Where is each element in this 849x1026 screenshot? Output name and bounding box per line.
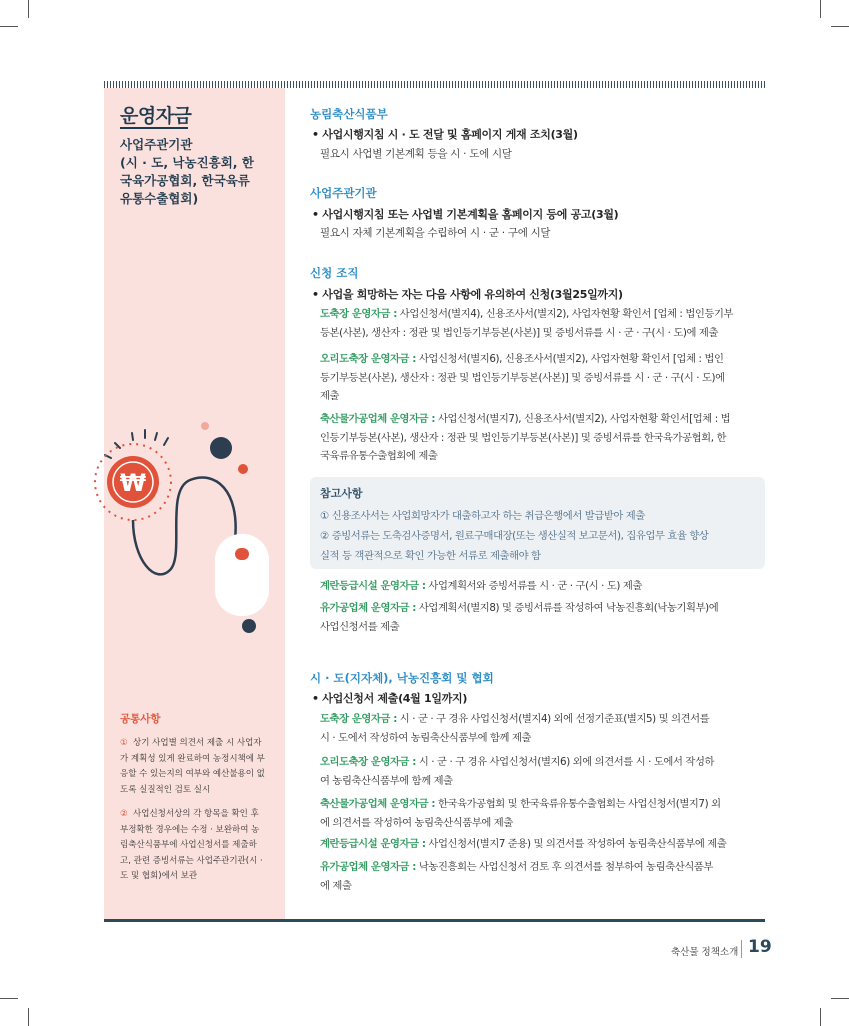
para-line: 사업신청서(별지7 준용) 및 의견서를 작성하여 농림축산식품부에 제출 <box>425 838 727 850</box>
reference-note-line: 실적 등 객관적으로 확인 가능한 서류로 제출해야 함 <box>320 550 541 562</box>
para-line: 여 농림축산식품부에 함께 제출 <box>320 774 453 787</box>
para-line: 인등기부등본(사본), 생산자 : 정관 및 법인등기부등본(사본)] 및 증빙서류를 한국육가공협회, 한 <box>320 431 726 444</box>
para-line: 사업신청서(별지6), 신용조사서(별지2), 사업자현황 확인서 [업체 : 법인 <box>416 353 724 365</box>
bullet-item: • 사업을 희망하는 자는 다음 사항에 유의하여 신청(3월25일까지) <box>312 288 623 301</box>
bottom-rule <box>104 919 765 922</box>
section-heading-application: 신청 조직 <box>310 266 359 280</box>
item-label: 축산물가공업체 운영자금 : <box>320 798 436 810</box>
top-dotted-rule <box>104 81 765 88</box>
para-line: 사업계획서(별지8) 및 증빙서류를 작성하여 낙농진흥회(낙농기획부)에 <box>416 602 719 614</box>
note-line: 가 계획성 있게 완료하여 농정시책에 부 <box>120 753 265 764</box>
note-line: 도 및 협회)에서 보관 <box>120 871 198 881</box>
note-line: 응할 수 있는지의 여부와 예산불용이 없 <box>120 769 265 779</box>
note-line: 부정확한 경우에는 수정 · 보완하여 농 <box>120 824 260 835</box>
common-note-2 <box>120 807 270 885</box>
body-text: 필요시 사업별 기본계획 등을 시 · 도에 시달 <box>320 148 512 160</box>
section-heading-ministry: 농림축산식품부 <box>310 107 388 121</box>
para-line: 등본(사본), 생산자 : 정관 및 법인등기부등본(사본)] 및 증빙서류를 시 · 군 · 구(시 · 도)에 제출 <box>320 326 719 339</box>
crop-mark <box>28 1008 29 1026</box>
sidebar-subtitle <box>120 136 280 208</box>
para-line: 시 · 도에서 작성하여 농림축산식품부에 함께 제출 <box>320 731 532 744</box>
section-heading-province: 시 · 도(지자체), 낙농진흥회 및 협회 <box>310 671 494 685</box>
small-pink-dot <box>201 422 209 430</box>
crop-mark <box>820 0 821 18</box>
note-line: 고, 관련 증빙서류는 사업주관기관(시 · <box>120 855 263 866</box>
paragraph-slaughterhouse <box>320 305 766 342</box>
page-number: 19 <box>748 937 772 957</box>
para-line: 시 · 군 · 구 경유 사업신청서(별지6) 외에 의견서를 시 · 도에서 작성하 <box>416 756 715 768</box>
note-number: ① <box>120 738 128 748</box>
common-note-1 <box>120 736 270 798</box>
para-line: 에 의견서를 작성하여 농림축산식품부에 제출 <box>320 816 513 829</box>
money-cable-illustration <box>75 420 275 640</box>
crop-mark <box>820 1008 821 1026</box>
para-line: 한국육가공협회 및 한국육류유통수출협회는 사업신청서(별지7) 외 <box>435 798 721 810</box>
para-line: 시 · 군 · 구 경유 사업신청서(별지4) 외에 선정기준표(별지5) 및 의견서를 <box>396 713 710 725</box>
sidebar-subtitle-line: (시 · 도, 낙농진흥회, 한 <box>120 155 254 170</box>
sidebar-title: 운영자금 <box>120 105 192 127</box>
small-orange-dot <box>238 464 248 474</box>
footer-separator <box>741 940 742 958</box>
paragraph-egg-grading <box>320 577 766 596</box>
won-symbol-icon: ₩ <box>119 469 147 497</box>
para-line: 낙농진흥회는 사업신청서 검토 후 의견서를 첨부하여 농림축산식품부 <box>416 861 713 873</box>
bullet-item: • 사업신청서 제출(4월 1일까지) <box>312 692 468 705</box>
para-line: 사업신청서(별지7), 신용조사서(별지2), 사업자현황 확인서[업체 : 법 <box>435 413 731 425</box>
sidebar-subtitle-line: 사업주관기관 <box>120 137 193 152</box>
crop-mark <box>0 998 18 999</box>
sidebar-subtitle-line: 유통수출협회) <box>120 191 199 206</box>
paragraph-duck-slaughterhouse <box>320 350 766 406</box>
sidebar-title-underline <box>120 127 188 129</box>
bullet-item: • 사업시행지침 시 · 도 전달 및 홈페이지 게재 조치(3월) <box>312 128 578 141</box>
crop-mark <box>28 0 29 18</box>
item-label: 오리도축장 운영자금 : <box>320 756 417 768</box>
sidebar-subtitle-line: 국육가공협회, 한국육류 <box>120 173 250 188</box>
reference-note-line: ② 증빙서류는 도축검사증명서, 원료구매대장(또는 생산실적 보고문서), 집유업무 효율 향상 <box>320 530 709 542</box>
paragraph-processing <box>320 410 766 466</box>
reference-note-title: 참고사항 <box>320 487 363 500</box>
item-label: 축산물가공업체 운영자금 : <box>320 413 436 425</box>
item-label: 도축장 운영자금 : <box>320 308 397 320</box>
para-line: 제출 <box>320 390 340 402</box>
common-notes-title: 공통사항 <box>120 713 161 725</box>
mouse-icon <box>215 534 269 616</box>
paragraph-dairy <box>320 599 766 636</box>
note-number: ② <box>120 809 128 819</box>
item-label: 계란등급시설 운영자금 : <box>320 838 426 850</box>
item-label: 계란등급시설 운영자금 : <box>320 580 426 592</box>
item-label: 유가공업체 운영자금 : <box>320 602 417 614</box>
para-line: 국육류유통수출협회에 제출 <box>320 450 438 462</box>
paragraph-processing-2 <box>320 795 766 832</box>
note-line: 상기 사업별 의견서 제출 시 사업자 <box>133 738 262 748</box>
crop-mark <box>831 998 849 999</box>
reference-note-line: ① 신용조사서는 사업희망자가 대출하고자 하는 취급은행에서 발급받아 제출 <box>320 510 645 522</box>
paragraph-slaughterhouse-2 <box>320 710 766 747</box>
dark-dot <box>210 437 232 459</box>
section-heading-agency: 사업주관기관 <box>310 186 377 200</box>
body-text: 필요시 자체 기본계획을 수립하여 시 · 군 · 구에 시달 <box>320 227 551 239</box>
paragraph-duck-slaughterhouse-2 <box>320 753 766 790</box>
note-line: 도록 실질적인 검토 실시 <box>120 784 211 795</box>
crop-mark <box>831 26 849 27</box>
para-line: 사업신청서(별지4), 신용조사서(별지2), 사업자현황 확인서 [업체 : 법인등기부 <box>396 308 734 320</box>
paragraph-egg-grading-2 <box>320 835 766 854</box>
item-label: 도축장 운영자금 : <box>320 713 397 725</box>
note-line: 림축산식품부에 사업신청서를 제출하 <box>120 840 257 850</box>
crop-mark <box>0 26 18 27</box>
paragraph-dairy-2 <box>320 858 766 895</box>
bullet-item: • 사업시행지침 또는 사업별 기본계획을 홈페이지 등에 공고(3월) <box>312 208 619 221</box>
note-line: 사업신청서상의 각 항목을 확인 후 <box>133 809 259 819</box>
para-line: 등기부등본(사본), 생산자 : 정관 및 법인등기부등본(사본)] 및 증빙서류를 시 · 군 · 구(시 · 도)에 <box>320 371 725 384</box>
para-line: 사업계획서와 증빙서류를 시 · 군 · 구(시 · 도) 제출 <box>425 580 642 592</box>
footer-label: 축산물 정책소개 <box>671 947 739 958</box>
item-label: 오리도축장 운영자금 : <box>320 353 417 365</box>
para-line: 사업신청서를 제출 <box>320 620 400 633</box>
item-label: 유가공업체 운영자금 : <box>320 861 417 873</box>
para-line: 에 제출 <box>320 879 352 892</box>
